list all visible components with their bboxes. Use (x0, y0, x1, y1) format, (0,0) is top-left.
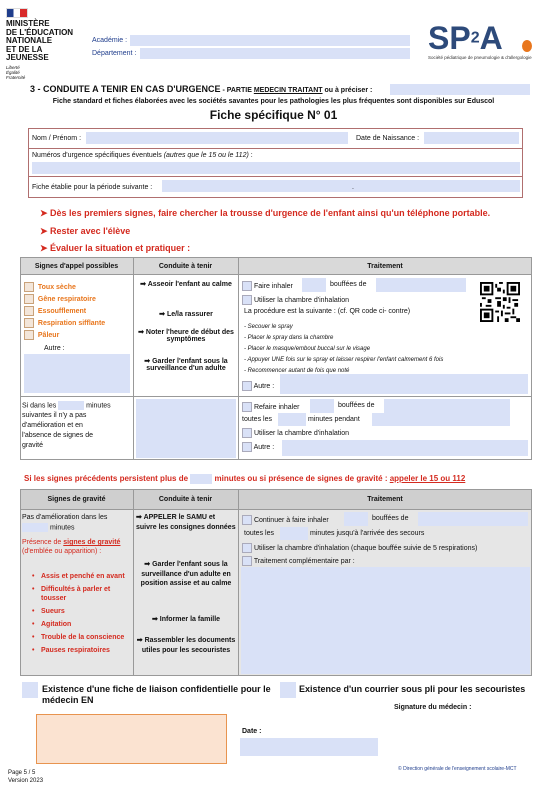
col-header: Traitement (367, 496, 403, 503)
traitement-comp: Traitement complémentaire par : (253, 557, 355, 565)
step: - Placer le spray dans la chambre (244, 335, 334, 341)
partie-post: ou à préciser : (322, 87, 373, 94)
gravity-sign: • Difficultés à parler et tousser (32, 585, 132, 603)
departement-label: Département : (92, 50, 137, 57)
urgence-colon: : (248, 152, 253, 159)
instruction-item: ➤ Dès les premiers signes, faire chercher la trousse d'urgence de l'enfant ainsi qu'un téléphone portable. (40, 208, 491, 218)
toutes-les2-field[interactable] (280, 527, 308, 540)
checkbox[interactable] (242, 402, 252, 412)
sp2a-logo (428, 20, 543, 75)
sign-item[interactable]: Toux sèche (24, 282, 105, 294)
row2-text: d'amélioration et en (22, 422, 83, 430)
conduite2-field[interactable] (136, 399, 236, 458)
conduite2-item: ➡ Garder l'enfant sous la surveillance d'un adulte en position assise et au calme (140, 561, 232, 587)
arrow-icon: ➡ (136, 637, 145, 644)
conduite-item: ➡ Le/la rassurer (159, 311, 213, 318)
academie-field[interactable] (130, 35, 410, 46)
balloon-icon (522, 40, 532, 52)
checkbox[interactable] (242, 442, 252, 452)
ministry-line: ET DE LA JEUNESSE (6, 44, 49, 62)
pas-amelioration: Pas d'amélioration dans les (22, 514, 108, 521)
checkbox[interactable] (24, 294, 34, 304)
checkbox[interactable] (242, 556, 252, 566)
gravity-sign: • Trouble de la conscience (32, 633, 132, 642)
partie-medecin: MEDECIN TRAITANT (253, 87, 323, 94)
continuer-field[interactable] (344, 512, 368, 526)
urgence-field[interactable] (32, 162, 520, 174)
urgence-label: Numéros d'urgence spécifiques éventuels (32, 152, 162, 159)
utiliser3: Utiliser la chambre d'inhalation (chaque bouffée suivie de 5 respirations) (253, 544, 478, 552)
toutes-les-field[interactable] (278, 413, 306, 426)
arrow-icon: ➡ (151, 616, 160, 623)
medicament-field[interactable] (376, 278, 466, 292)
republic-logo (6, 8, 86, 80)
arrow-icon: ➡ (144, 561, 153, 568)
gravity-sign: • Sueurs (32, 607, 132, 616)
periode-field[interactable] (162, 180, 520, 192)
continuer-label: Continuer à faire inhaler (253, 516, 329, 524)
minutes-field[interactable] (58, 401, 84, 410)
subtitle: Fiche standard et fiches élaborées avec les sociétés savantes pour les pathologies les plus fréquentes sont disponibles sur Eduscol (52, 98, 495, 105)
pas-minutes-field[interactable] (22, 523, 48, 532)
presence-gravite: signes de gravité (63, 539, 121, 546)
minutes-jusqu: minutes jusqu'à l'arrivée des secours (310, 530, 425, 537)
minutes-pendant: minutes pendant (308, 416, 360, 423)
motto: Égalité (6, 69, 20, 75)
academie-label: Académie : (92, 37, 128, 44)
conduite-item: ➡ Garder l'enfant sous la surveillance d'un adulte (144, 358, 228, 372)
nom-label: Nom / Prénom : (32, 135, 82, 142)
checkbox[interactable] (24, 330, 34, 340)
arrow-icon: ➤ (40, 226, 51, 236)
conduite-item: ➡ Asseoir l'enfant au calme (140, 281, 232, 288)
arrow-icon: ➡ (138, 329, 146, 336)
marianne-flag-icon (6, 8, 28, 18)
conduite2-item: ➡ APPELER le SAMU et suivre les consignes données (136, 514, 236, 531)
checkbox[interactable] (242, 515, 252, 525)
bouffees-field[interactable] (302, 278, 326, 292)
gravity-sign: • Pauses respiratoires (32, 646, 132, 655)
ministry-line: NATIONALE (6, 36, 53, 45)
checkbox[interactable] (24, 306, 34, 316)
gravity-sign: • Assis et penché en avant (32, 572, 132, 581)
pendant-field[interactable] (372, 413, 510, 426)
row2-text: suivantes il n'y a pas (22, 412, 87, 420)
courrier-text: Existence d'un courrier sous pli pour les secouristes (299, 684, 526, 694)
minutes-label: minutes (49, 524, 75, 532)
instruction-item: ➤ Évaluer la situation et pratiquer : (40, 243, 191, 253)
logo-tagline: Société pédiatrique de pneumologie & d'allergologie (428, 55, 532, 60)
logo-text: SP (428, 20, 471, 56)
autre-label: Autre : (44, 345, 65, 352)
col-header: Conduite à tenir (158, 263, 213, 270)
conduite2-item: ➡ Informer la famille (151, 616, 221, 623)
copyright: © Direction générale de l'enseignement scolaire-MCT (398, 766, 517, 772)
page-number: Page 5 / 5 (8, 770, 36, 776)
departement-field[interactable] (140, 48, 410, 59)
step: - Secouer le spray (244, 324, 293, 330)
bouffees2-field[interactable] (310, 399, 334, 413)
nom-field[interactable] (86, 132, 348, 144)
arrow-icon: ➡ (144, 358, 153, 365)
arrow-icon: ➤ (40, 243, 51, 253)
checkbox[interactable] (242, 543, 252, 553)
step: - Recommencer autant de fois que noté (244, 368, 350, 374)
step: - Appuyer UNE fois sur le spray et laisser respirer l'enfant calmement 6 fois (244, 357, 444, 363)
autre-field[interactable] (24, 354, 130, 393)
urgence-note: (autres que le 15 ou le 112) (163, 152, 249, 159)
checkbox[interactable] (242, 281, 252, 291)
logo-a: A (479, 20, 503, 56)
arrow-icon: ➡ (159, 311, 167, 318)
conduite2-item: ➡ Rassembler les documents utiles pour les secouristes (136, 637, 236, 654)
sign-item[interactable]: Gêne respiratoire (24, 294, 105, 306)
emergency-link[interactable]: appeler le 15 ou 112 (389, 474, 466, 484)
medicament3-field[interactable] (418, 512, 528, 526)
version: Version 2023 (8, 778, 44, 784)
periode-dot: . (352, 184, 354, 191)
arrow-icon: ➤ (40, 208, 51, 218)
medicament2-field[interactable] (384, 399, 510, 413)
ministry-line: DE L'ÉDUCATION (6, 27, 74, 37)
stamp-field[interactable] (36, 714, 227, 764)
courrier-checkbox[interactable] (280, 682, 296, 698)
toutes-les2: toutes les (244, 530, 274, 537)
checkbox[interactable] (24, 318, 34, 328)
presence-post: (d'emblée ou apparition) : (22, 548, 102, 555)
checkbox[interactable] (242, 381, 252, 391)
partie-pre: - PARTIE (220, 87, 254, 94)
presence-pre: Présence de (22, 539, 64, 546)
col-header: Conduite à tenir (158, 496, 213, 503)
step: - Placer le masque/embout buccal sur le visage (244, 346, 371, 352)
liaison-text: Existence d'une fiche de liaison confidentielle pour le médecin EN (42, 684, 271, 705)
col-header: Signes d'appel possibles (34, 263, 119, 270)
row2-text: gravité (22, 442, 44, 450)
instruction-item: ➤ Rester avec l'élève (40, 226, 131, 236)
dob-label: Date de Naissance : (356, 135, 420, 142)
sign-item[interactable]: Respiration sifflante (24, 318, 105, 330)
section-title: 3 - CONDUITE A TENIR EN CAS D'URGENCE (30, 84, 221, 94)
procedure: La procédure est la suivante : (cf. QR code ci- contre) (244, 308, 411, 315)
conduite-item: ➡ Noter l'heure de début des symptômes (138, 329, 234, 343)
ministry-line: MINISTÈRE (6, 19, 50, 28)
sign-item[interactable]: Essoufflement (24, 306, 105, 318)
periode-label: Fiche établie pour la période suivante : (32, 184, 153, 191)
signature-label: Signature du médecin : (394, 704, 472, 711)
row2-text: l'absence de signes de (22, 432, 93, 440)
refaire-label: Refaire inhaler (253, 403, 300, 411)
motto: Fraternité (6, 74, 26, 80)
logo-sup: 2 (470, 29, 480, 47)
autre2-field[interactable] (280, 374, 528, 394)
arrow-icon: ➡ (136, 514, 144, 521)
col-header: Traitement (367, 263, 403, 270)
row2-text: minutes (86, 402, 111, 410)
bouffees3-label: bouffées de (372, 515, 409, 522)
utiliser-chambre2: Utiliser la chambre d'inhalation (253, 429, 350, 437)
row2-text: Si dans les (22, 402, 57, 410)
bouffees-label: bouffées de (330, 281, 367, 288)
toutes-les: toutes les (242, 416, 272, 423)
preciser-field[interactable] (390, 84, 530, 95)
autre2-label: Autre : (253, 382, 275, 390)
sign-item[interactable]: Pâleur (24, 330, 105, 342)
liaison-checkbox[interactable] (22, 682, 38, 698)
gravity-sign: • Agitation (32, 620, 132, 629)
arrow-icon: ➡ (140, 281, 148, 288)
date-field[interactable] (240, 738, 378, 756)
bouffees2-label: bouffées de (338, 402, 375, 409)
faire-inhaler: Faire inhaler (253, 282, 293, 290)
motto: Liberté (6, 64, 20, 70)
dob-field[interactable] (424, 132, 519, 144)
autre3-field[interactable] (282, 440, 528, 456)
checkbox[interactable] (242, 295, 252, 305)
date-label: Date : (242, 728, 262, 735)
persist-line: Si les signes précédents persistent plus de minutes ou si présence de signes de gravité : appeler le 15 ou 112 (24, 474, 466, 484)
traitement-comp-field[interactable] (241, 567, 530, 674)
utiliser-chambre: Utiliser la chambre d'inhalation (253, 296, 350, 304)
gravity-signs-list (32, 572, 132, 655)
autre3-label: Autre : (253, 443, 275, 451)
qr-code-icon[interactable] (480, 282, 520, 322)
fiche-title: Fiche spécifique N° 01 (209, 108, 338, 122)
checkbox[interactable] (242, 428, 252, 438)
checkbox[interactable] (24, 282, 34, 292)
persist-minutes-field[interactable] (190, 474, 212, 484)
col-header: Signes de gravité (47, 496, 106, 503)
